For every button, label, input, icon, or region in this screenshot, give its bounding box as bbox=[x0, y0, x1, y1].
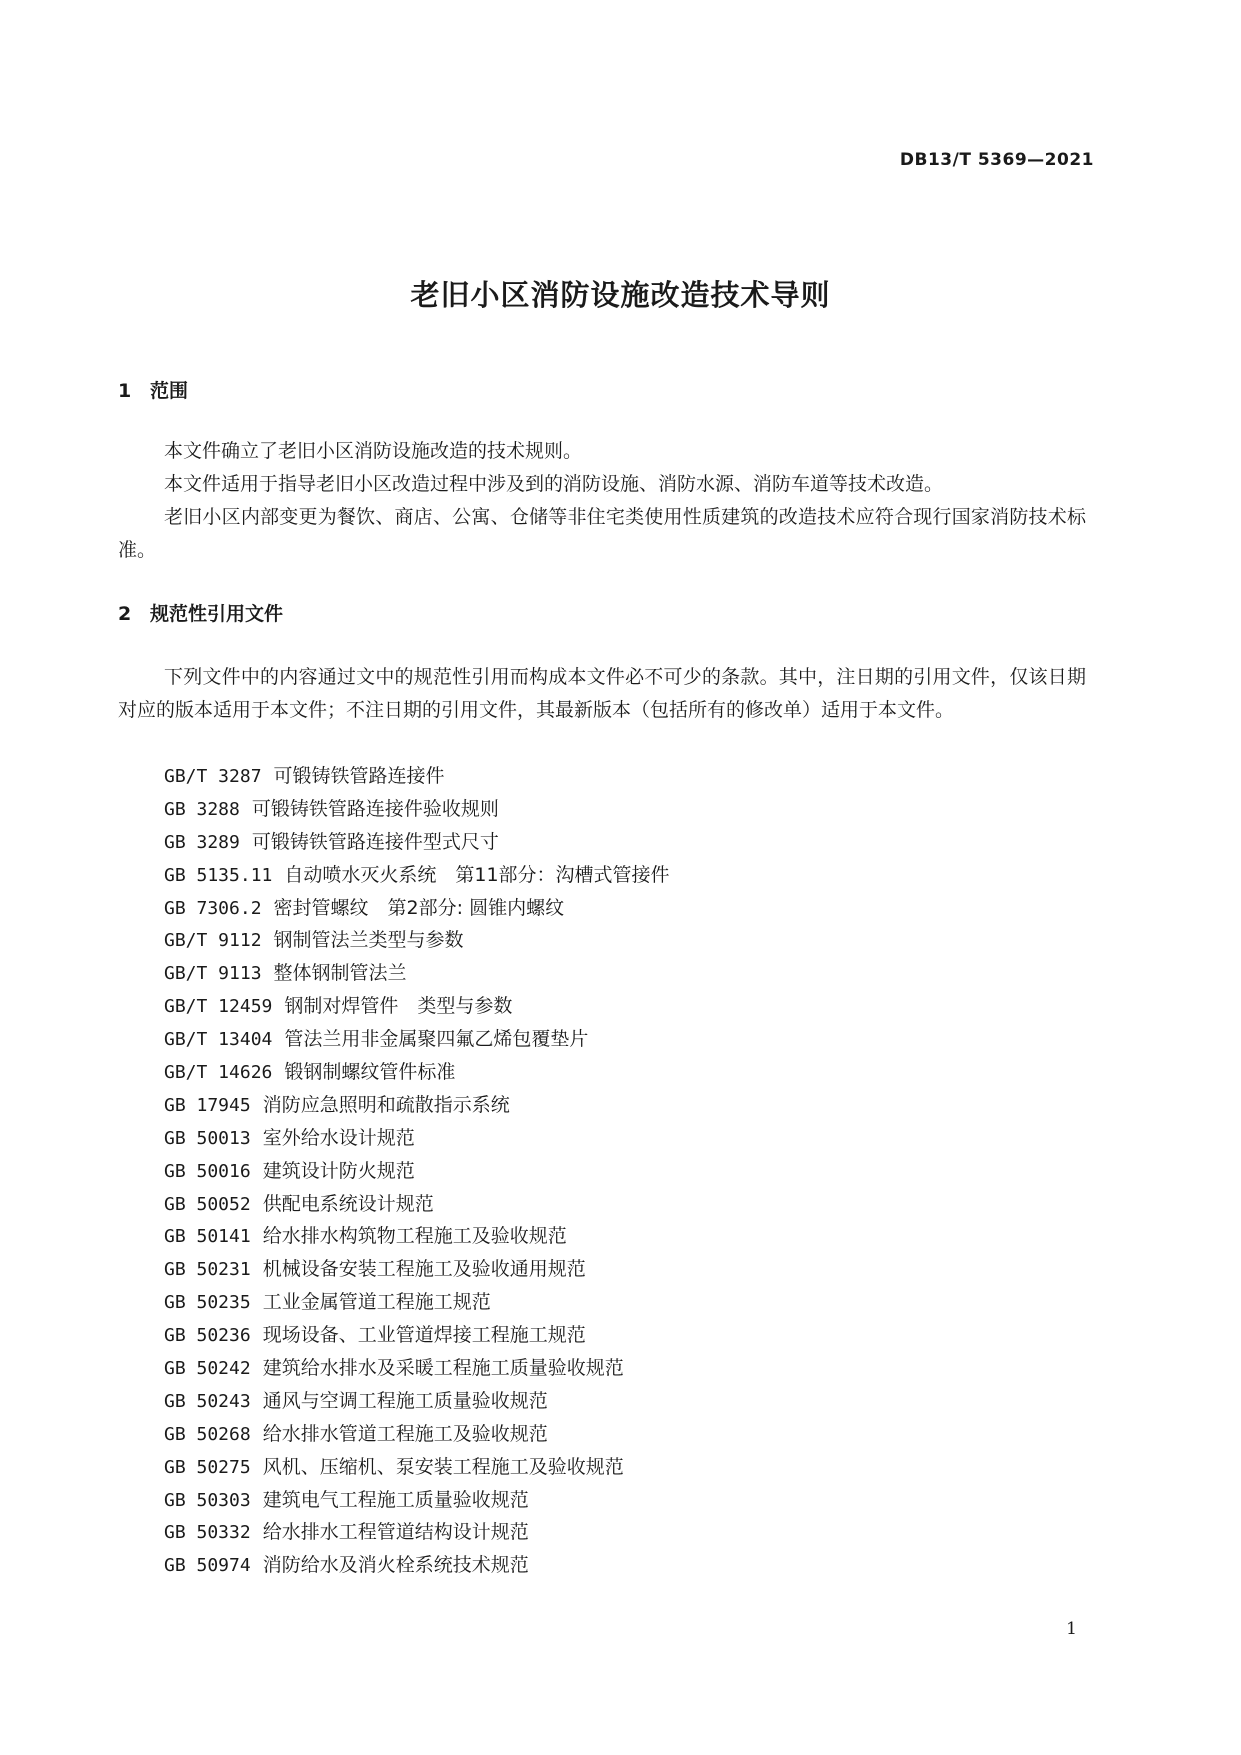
reference-name: 现场设备、工业管道焊接工程施工规范 bbox=[262, 1324, 586, 1347]
reference-code: GB 50974 bbox=[164, 1555, 251, 1577]
section-1-paragraph-3: 老旧小区内部变更为餐饮、商店、公寓、仓储等非住宅类使用性质建筑的改造技术应符合现行国家消防技术标准。 bbox=[118, 506, 1086, 561]
reference-name: 机械设备安装工程施工及验收通用规范 bbox=[262, 1258, 586, 1281]
section-1-paragraph-2: 本文件适用于指导老旧小区改造过程中涉及到的消防设施、消防水源、消防车道等技术改造。 bbox=[164, 473, 944, 495]
reference-code: GB 50275 bbox=[164, 1456, 251, 1478]
reference-code: GB/T 13404 bbox=[164, 1029, 273, 1051]
reference-item bbox=[164, 1122, 670, 1155]
reference-code: GB 50013 bbox=[164, 1127, 251, 1149]
reference-item bbox=[164, 1023, 670, 1056]
reference-name: 钢制管法兰类型与参数 bbox=[273, 929, 464, 952]
reference-item bbox=[164, 859, 670, 892]
page-number: 1 bbox=[1066, 1619, 1077, 1639]
reference-name: 管法兰用非金属聚四氟乙烯包覆垫片 bbox=[284, 1028, 589, 1051]
reference-item bbox=[164, 1188, 670, 1221]
reference-name: 建筑设计防火规范 bbox=[262, 1159, 415, 1182]
section-1-paragraph-1: 本文件确立了老旧小区消防设施改造的技术规则。 bbox=[164, 440, 583, 462]
reference-code: GB 50303 bbox=[164, 1489, 251, 1511]
reference-code: GB 50332 bbox=[164, 1522, 251, 1544]
reference-name: 工业金属管道工程施工规范 bbox=[262, 1291, 491, 1314]
reference-code: GB 7306.2 bbox=[164, 897, 262, 919]
reference-name: 给水排水工程管道结构设计规范 bbox=[262, 1521, 529, 1544]
reference-code: GB 17945 bbox=[164, 1094, 251, 1116]
reference-name: 可锻铸铁管路连接件型式尺寸 bbox=[251, 830, 499, 853]
reference-name: 室外给水设计规范 bbox=[262, 1126, 415, 1149]
section-1-number: 1 bbox=[118, 380, 132, 402]
reference-name: 整体钢制管法兰 bbox=[273, 962, 407, 985]
reference-name: 可锻铸铁管路连接件 bbox=[273, 765, 445, 787]
reference-code: GB/T 3287 bbox=[164, 766, 262, 787]
section-1-title: 范围 bbox=[150, 380, 189, 402]
reference-item bbox=[164, 1253, 670, 1286]
reference-item bbox=[164, 1286, 670, 1319]
reference-code: GB/T 12459 bbox=[164, 996, 273, 1018]
reference-code: GB/T 9113 bbox=[164, 963, 262, 985]
standard-number: DB13/T 5369—2021 bbox=[899, 150, 1094, 170]
reference-code: GB 50016 bbox=[164, 1160, 251, 1182]
reference-code: GB 50243 bbox=[164, 1390, 251, 1412]
reference-code: GB 50242 bbox=[164, 1358, 251, 1380]
reference-name: 供配电系统设计规范 bbox=[262, 1192, 434, 1215]
reference-item bbox=[164, 957, 670, 990]
reference-item bbox=[164, 1155, 670, 1188]
reference-item bbox=[164, 1549, 670, 1582]
reference-item bbox=[164, 1220, 670, 1253]
reference-item bbox=[164, 1516, 670, 1549]
reference-name: 风机、压缩机、泵安装工程施工及验收规范 bbox=[262, 1455, 624, 1478]
reference-code: GB 5135.11 bbox=[164, 864, 273, 886]
reference-name: 给水排水管道工程施工及验收规范 bbox=[262, 1422, 548, 1445]
section-2-title: 规范性引用文件 bbox=[150, 603, 284, 625]
reference-code: GB 50141 bbox=[164, 1226, 251, 1248]
section-2-heading bbox=[118, 599, 283, 626]
document-title: 老旧小区消防设施改造技术导则 bbox=[410, 278, 831, 312]
reference-name: 锻钢制螺纹管件标准 bbox=[284, 1061, 456, 1084]
reference-name: 建筑给水排水及采暖工程施工质量验收规范 bbox=[262, 1357, 624, 1380]
reference-item bbox=[164, 1385, 670, 1418]
reference-item bbox=[164, 1418, 670, 1451]
section-2-number: 2 bbox=[118, 603, 132, 625]
normative-reference-list bbox=[164, 760, 670, 1582]
reference-code: GB 3288 bbox=[164, 798, 240, 820]
reference-item bbox=[164, 793, 670, 826]
reference-item bbox=[164, 760, 670, 793]
section-1-heading bbox=[118, 376, 188, 403]
reference-name: 给水排水构筑物工程施工及验收规范 bbox=[262, 1225, 567, 1248]
reference-name: 建筑电气工程施工质量验收规范 bbox=[262, 1488, 529, 1511]
reference-code: GB 50236 bbox=[164, 1325, 251, 1347]
reference-name: 通风与空调工程施工质量验收规范 bbox=[262, 1389, 548, 1412]
reference-name: 密封管螺纹 第2部分: 圆锥内螺纹 bbox=[273, 896, 565, 919]
reference-code: GB 50052 bbox=[164, 1193, 251, 1215]
reference-name: 消防给水及消火栓系统技术规范 bbox=[262, 1554, 529, 1577]
reference-item bbox=[164, 924, 670, 957]
reference-item bbox=[164, 1319, 670, 1352]
section-2-paragraph-1: 下列文件中的内容通过文中的规范性引用而构成本文件必不可少的条款。其中，注日期的引用文件，仅该日期对应的版本适用于本文件；不注日期的引用文件，其最新版本（包括所有的修改单）适用于本文件。 bbox=[118, 666, 1086, 721]
reference-code: GB/T 14626 bbox=[164, 1062, 273, 1084]
reference-code: GB 3289 bbox=[164, 831, 240, 853]
reference-code: GB 50231 bbox=[164, 1259, 251, 1281]
reference-code: GB 50235 bbox=[164, 1292, 251, 1314]
reference-item bbox=[164, 1484, 670, 1517]
reference-name: 可锻铸铁管路连接件验收规则 bbox=[251, 797, 499, 820]
reference-code: GB/T 9112 bbox=[164, 930, 262, 952]
reference-item bbox=[164, 1056, 670, 1089]
reference-item bbox=[164, 826, 670, 859]
reference-item bbox=[164, 892, 670, 925]
reference-name: 钢制对焊管件 类型与参数 bbox=[284, 995, 513, 1018]
reference-item bbox=[164, 1089, 670, 1122]
reference-item bbox=[164, 1451, 670, 1484]
reference-name: 自动喷水灭火系统 第11部分：沟槽式管接件 bbox=[284, 863, 670, 886]
reference-item bbox=[164, 1352, 670, 1385]
reference-code: GB 50268 bbox=[164, 1423, 251, 1445]
reference-item bbox=[164, 990, 670, 1023]
reference-name: 消防应急照明和疏散指示系统 bbox=[262, 1093, 510, 1116]
